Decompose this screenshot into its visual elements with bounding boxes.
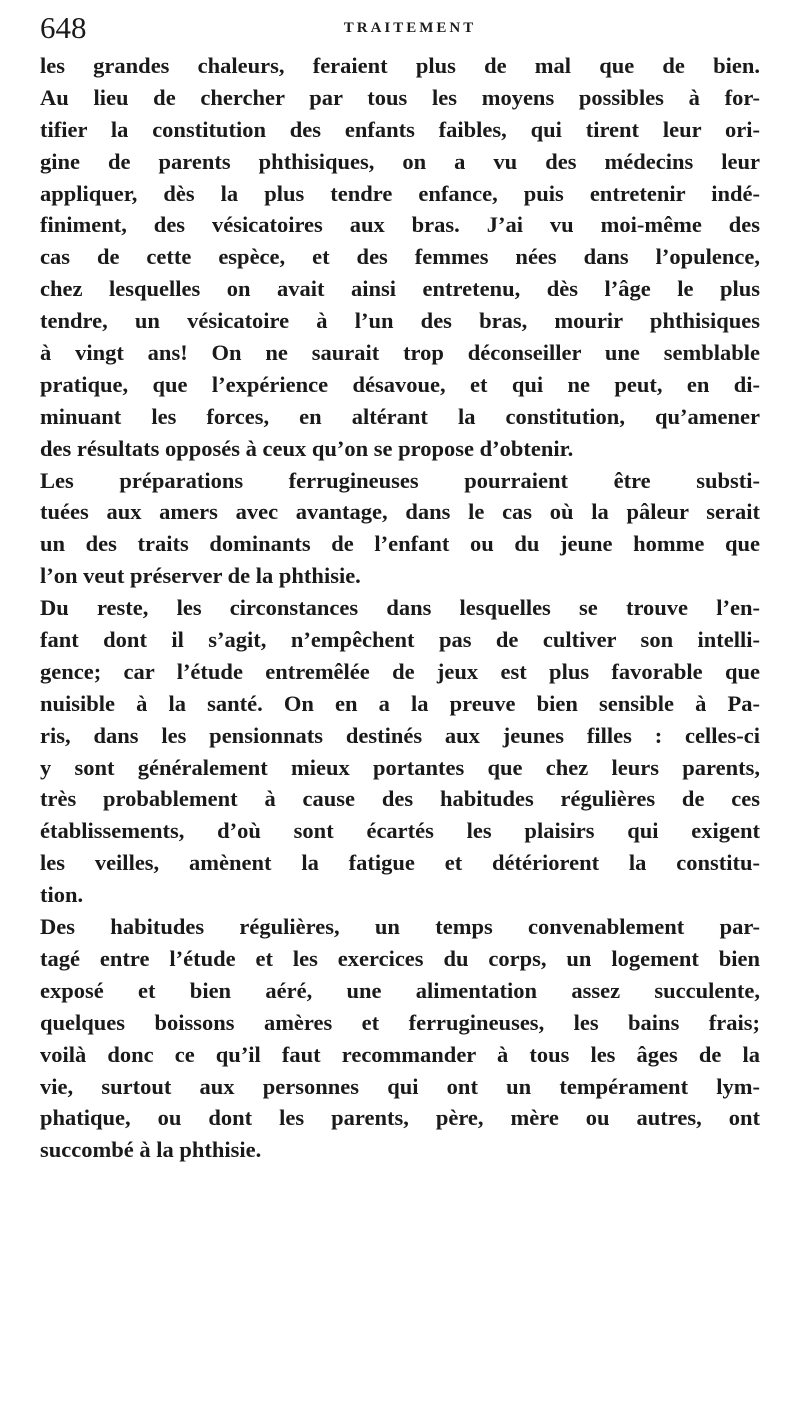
text-line: succombé à la phthisie. [40,1137,262,1163]
text-line: tion. [40,882,84,908]
page-number: 648 [40,10,87,45]
text-line: nuisible à la santé. On en a la preuve bien sensible à Pa- [40,690,760,716]
text-line: chez lesquelles on avait ainsi entretenu, dès l’âge le plus [40,276,760,302]
text-line: Les préparations ferrugineuses pourraient être substi- [40,467,760,493]
text-line: exposé et bien aéré, une alimentation assez succulente, [40,977,760,1003]
text-line: Du reste, les circonstances dans lesquelles se trouve l’en- [40,595,760,621]
text-line: phatique, ou dont les parents, père, mère ou autres, ont [40,1105,760,1131]
text-line: tendre, un vésicatoire à l’un des bras, mourir phthisiques [40,308,760,334]
text-line: fant dont il s’agit, n’empêchent pas de cultiver son intelli- [40,627,760,653]
text-line: les veilles, amènent la fatigue et détériorent la constitu- [40,850,760,876]
text-line: pratique, que l’expérience désavoue, et qui ne peut, en di- [40,371,760,397]
text-line: minuant les forces, en altérant la constitution, qu’amener [40,403,760,429]
running-title: TRAITEMENT [343,20,477,36]
text-line: voilà donc ce qu’il faut recommander à tous les âges de la [40,1041,760,1067]
text-line: Au lieu de chercher par tous les moyens possibles à for- [40,84,760,110]
text-line: gence; car l’étude entremêlée de jeux est plus favorable que [40,658,760,684]
text-line: finiment, des vésicatoires aux bras. J’ai vu moi-même des [40,212,760,238]
text-line: y sont généralement mieux portantes que chez leurs parents, [40,754,760,780]
running-head [40,6,760,50]
text-line: des résultats opposés à ceux qu’on se propose d’obtenir. [40,435,574,461]
text-line: Des habitudes régulières, un temps convenablement par- [40,914,760,940]
text-line: ris, dans les pensionnats destinés aux jeunes filles : celles-ci [40,722,760,748]
body-text [40,50,760,1166]
text-line: à vingt ans! On ne saurait trop déconseiller une semblable [40,340,760,366]
text-line: gine de parents phthisiques, on a vu des médecins leur [40,148,760,174]
text-line: quelques boissons amères et ferrugineuses, les bains frais; [40,1009,760,1035]
text-line: les grandes chaleurs, feraient plus de mal que de bien. [40,53,760,78]
text-line: tifier la constitution des enfants faibles, qui tirent leur ori- [40,116,760,142]
text-line: appliquer, dès la plus tendre enfance, puis entretenir indé- [40,180,760,206]
text-line: un des traits dominants de l’enfant ou du jeune homme que [40,531,760,557]
text-line: établissements, d’où sont écartés les plaisirs qui exigent [40,818,760,844]
text-line: tuées aux amers avec avantage, dans le cas où la pâleur serait [40,499,760,525]
text-line: vie, surtout aux personnes qui ont un tempérament lym- [40,1073,760,1099]
text-line: cas de cette espèce, et des femmes nées dans l’opulence, [40,244,760,270]
text-line: l’on veut préserver de la phthisie. [40,563,361,589]
text-line: tagé entre l’étude et les exercices du corps, un logement bien [40,945,760,971]
text-line: très probablement à cause des habitudes régulières de ces [40,786,760,812]
